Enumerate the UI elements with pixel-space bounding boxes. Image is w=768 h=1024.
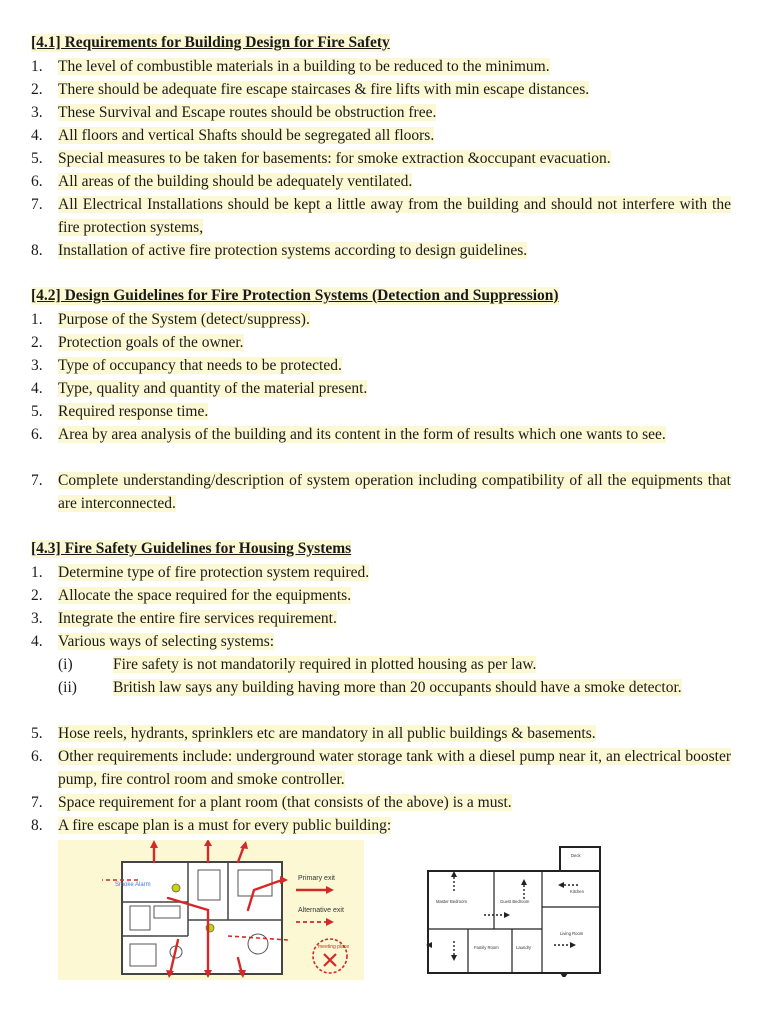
- item-text: There should be adequate fire escape staircases & fire lifts with min escape distances.: [58, 81, 590, 98]
- item-text: All floors and vertical Shafts should be segregated all floors.: [58, 127, 435, 144]
- item-number: 7.: [31, 472, 43, 489]
- list-item: [31, 607, 731, 630]
- item-number: 2.: [31, 81, 43, 98]
- item-text: A fire escape plan is a must for every public building:: [58, 817, 392, 834]
- list-item: [31, 561, 731, 584]
- item-number: 5.: [31, 150, 43, 167]
- meeting-place-marker-icon: [324, 954, 336, 966]
- item-text: Determine type of fire protection system required.: [58, 564, 370, 581]
- item-number: 1.: [31, 311, 43, 328]
- item-number: 4.: [31, 380, 43, 397]
- item-text: The level of combustible materials in a building to be reduced to the minimum.: [58, 58, 550, 75]
- item-text: Integrate the entire fire services requirement.: [58, 610, 337, 627]
- fire-escape-plan-drawing: [58, 840, 364, 980]
- room-label: Laundry: [516, 945, 532, 950]
- list-item: [31, 124, 731, 147]
- list-item: [31, 193, 731, 239]
- item-number: 3.: [31, 357, 43, 374]
- list-item: [31, 745, 731, 791]
- item-number: 5.: [31, 403, 43, 420]
- list-item: [31, 584, 731, 607]
- list-item: [31, 170, 731, 193]
- item-text: Type of occupancy that needs to be protected.: [58, 357, 342, 374]
- item-number: 4.: [31, 633, 43, 650]
- room-label: Deck: [571, 853, 581, 858]
- list-item: [31, 469, 731, 515]
- item-text: Protection goals of the owner.: [58, 334, 244, 351]
- item-text: Space requirement for a plant room (that consists of the above) is a must.: [58, 794, 512, 811]
- sub-list-item: [58, 653, 728, 676]
- item-text: Required response time.: [58, 403, 209, 420]
- list-item: [31, 814, 731, 837]
- item-number: 8.: [31, 817, 43, 834]
- item-text: Hose reels, hydrants, sprinklers etc are mandatory in all public buildings & basements.: [58, 725, 596, 742]
- smoke-alarm-label: Smoke Alarm: [115, 882, 151, 888]
- list-item: [31, 630, 731, 653]
- room-label: Master Bedroom: [436, 899, 467, 904]
- floor-plan-figure: [424, 845, 612, 977]
- sub-item-number: (i): [58, 656, 73, 673]
- item-text: All areas of the building should be adequately ventilated.: [58, 173, 413, 190]
- sub-item-text: British law says any building having more than 20 occupants should have a smoke detector.: [113, 679, 682, 696]
- legend: [296, 875, 349, 973]
- item-number: 2.: [31, 587, 43, 604]
- list-item: [31, 400, 731, 423]
- item-text: Special measures to be taken for basements: for smoke extraction &occupant evacuation.: [58, 150, 611, 167]
- list-item: [31, 78, 731, 101]
- item-number: 2.: [31, 334, 43, 351]
- list-item: [31, 791, 731, 814]
- item-text: Other requirements include: underground water storage tank with a diesel pump near it, an electrical booster pump, fire control room and smoke controller.: [58, 748, 731, 788]
- list-item: [31, 55, 731, 78]
- item-number: 8.: [31, 242, 43, 259]
- sub-item-number: (ii): [58, 679, 77, 696]
- sub-list-item: [58, 676, 728, 699]
- item-number: 1.: [31, 58, 43, 75]
- section-title-4-2: [4.2] Design Guidelines for Fire Protection Systems (Detection and Suppression): [31, 287, 559, 304]
- item-text: All Electrical Installations should be kept a little away from the building and should not interfere with the fire protection systems,: [58, 196, 731, 236]
- item-number: 6.: [31, 426, 43, 443]
- item-number: 6.: [31, 748, 43, 765]
- item-number: 6.: [31, 173, 43, 190]
- item-text: Type, quality and quantity of the material present.: [58, 380, 368, 397]
- list-item: [31, 101, 731, 124]
- meeting-place-label: meeting place: [318, 944, 350, 950]
- item-number: 4.: [31, 127, 43, 144]
- room-label: Family Room: [474, 945, 499, 950]
- list-item: [31, 377, 731, 400]
- item-text: Purpose of the System (detect/suppress).: [58, 311, 310, 328]
- room-label: Living Room: [560, 931, 584, 936]
- list-item: [31, 308, 731, 331]
- list-item: [31, 331, 731, 354]
- room-label: Kitchen: [570, 889, 584, 894]
- item-text: These Survival and Escape routes should be obstruction free.: [58, 104, 437, 121]
- list-item: [31, 354, 731, 377]
- room-label: Guest Bedroom: [500, 899, 530, 904]
- floor-plan-drawing: [424, 845, 612, 977]
- item-text: Area by area analysis of the building and its content in the form of results which one wants to see.: [58, 426, 666, 443]
- item-text: Allocate the space required for the equipments.: [58, 587, 352, 604]
- item-number: 5.: [31, 725, 43, 742]
- item-text: Installation of active fire protection systems according to design guidelines.: [58, 242, 528, 259]
- section-title-4-1: [4.1] Requirements for Building Design for Fire Safety: [31, 34, 390, 51]
- alternative-exit-label: Alternative exit: [298, 907, 344, 914]
- item-number: 7.: [31, 794, 43, 811]
- section-title-4-3: [4.3] Fire Safety Guidelines for Housing Systems: [31, 540, 352, 557]
- item-text: Complete understanding/description of system operation including compatibility of all the equipments that are interconnected.: [58, 472, 731, 512]
- primary-exit-label: Primary exit: [298, 875, 335, 882]
- item-number: 3.: [31, 104, 43, 121]
- list-item: [31, 147, 731, 170]
- fire-escape-plan-figure: [58, 840, 364, 980]
- item-number: 7.: [31, 196, 43, 213]
- list-item: [31, 423, 731, 446]
- list-item: [31, 722, 731, 745]
- item-number: 1.: [31, 564, 43, 581]
- item-text: Various ways of selecting systems:: [58, 633, 275, 650]
- list-item: [31, 239, 731, 262]
- sub-item-text: Fire safety is not mandatorily required in plotted housing as per law.: [113, 656, 537, 673]
- item-number: 3.: [31, 610, 43, 627]
